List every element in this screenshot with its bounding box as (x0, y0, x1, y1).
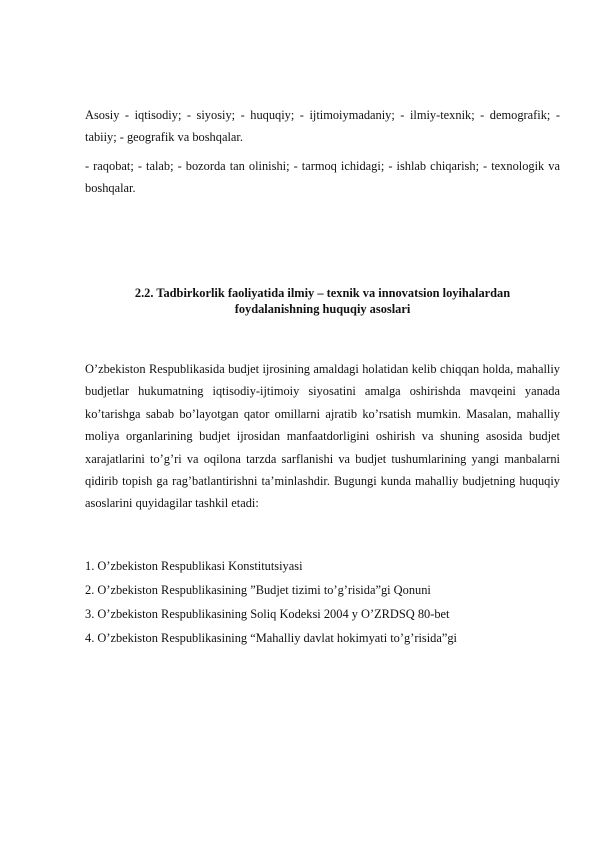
section-heading (85, 285, 560, 317)
intro-paragraphs (85, 104, 560, 200)
body-section (85, 358, 560, 515)
section-heading-line-1: 2.2. Tadbirkorlik faoliyatida ilmiy – texnik va innovatsion loyihalardan (134, 286, 511, 300)
list-item: 2. O’zbekiston Respublikasining ”Budjet tizimi to’g’risida”gi Qonuni (85, 583, 431, 597)
list-item: 1. O’zbekiston Respublikasi Konstitutsiyasi (85, 559, 303, 573)
factors-paragraph-2: - raqobat; - talab; - bozorda tan olinishi; - tarmoq ichidagi; - ishlab chiqarish; - texnologik va boshqalar. (85, 158, 560, 196)
body-paragraph: O’zbekiston Respublikasida budjet ijrosining amaldagi holatidan kelib chiqqan holda, mahalliy budjetlar hukumatning iqtisodiy-ijtimoiy siyosatini amalga oshirishda mavqeini yanada ko’tarishga sabab bo’layotgan qator omillarni ajratib ko’rsatish mumkin. Masalan, mahalliy moliya organlarining budjet ijrosidan manfaatdorligini oshirish va shuning asosida budjet xarajatlarini to’g’ri va oqilona tarzda sarflanishi va budjet tushumlarining yangi manbalarni qidirib topish ga rag’batlantirishni ta’minlashdir. Bugungi kunda mahalliy budjetning huquqiy asoslarini quyidagilar tashkil etadi: (85, 362, 560, 511)
section-heading-line-2: foydalanishning huquqiy asoslari (234, 302, 411, 316)
legal-basis-list (85, 558, 560, 654)
list-item: 4. O’zbekiston Respublikasining “Mahalliy davlat hokimyati to’g’risida”gi (85, 631, 457, 645)
factors-paragraph-1: Asosiy - iqtisodiy; - siyosiy; - huquqiy; - ijtimoiymadaniy; - ilmiy-texnik; - demografik; - tabiiy; - geografik va boshqalar. (85, 108, 560, 145)
list-item: 3. O’zbekiston Respublikasining Soliq Kodeksi 2004 y O’ZRDSQ 80-bet (85, 607, 450, 621)
